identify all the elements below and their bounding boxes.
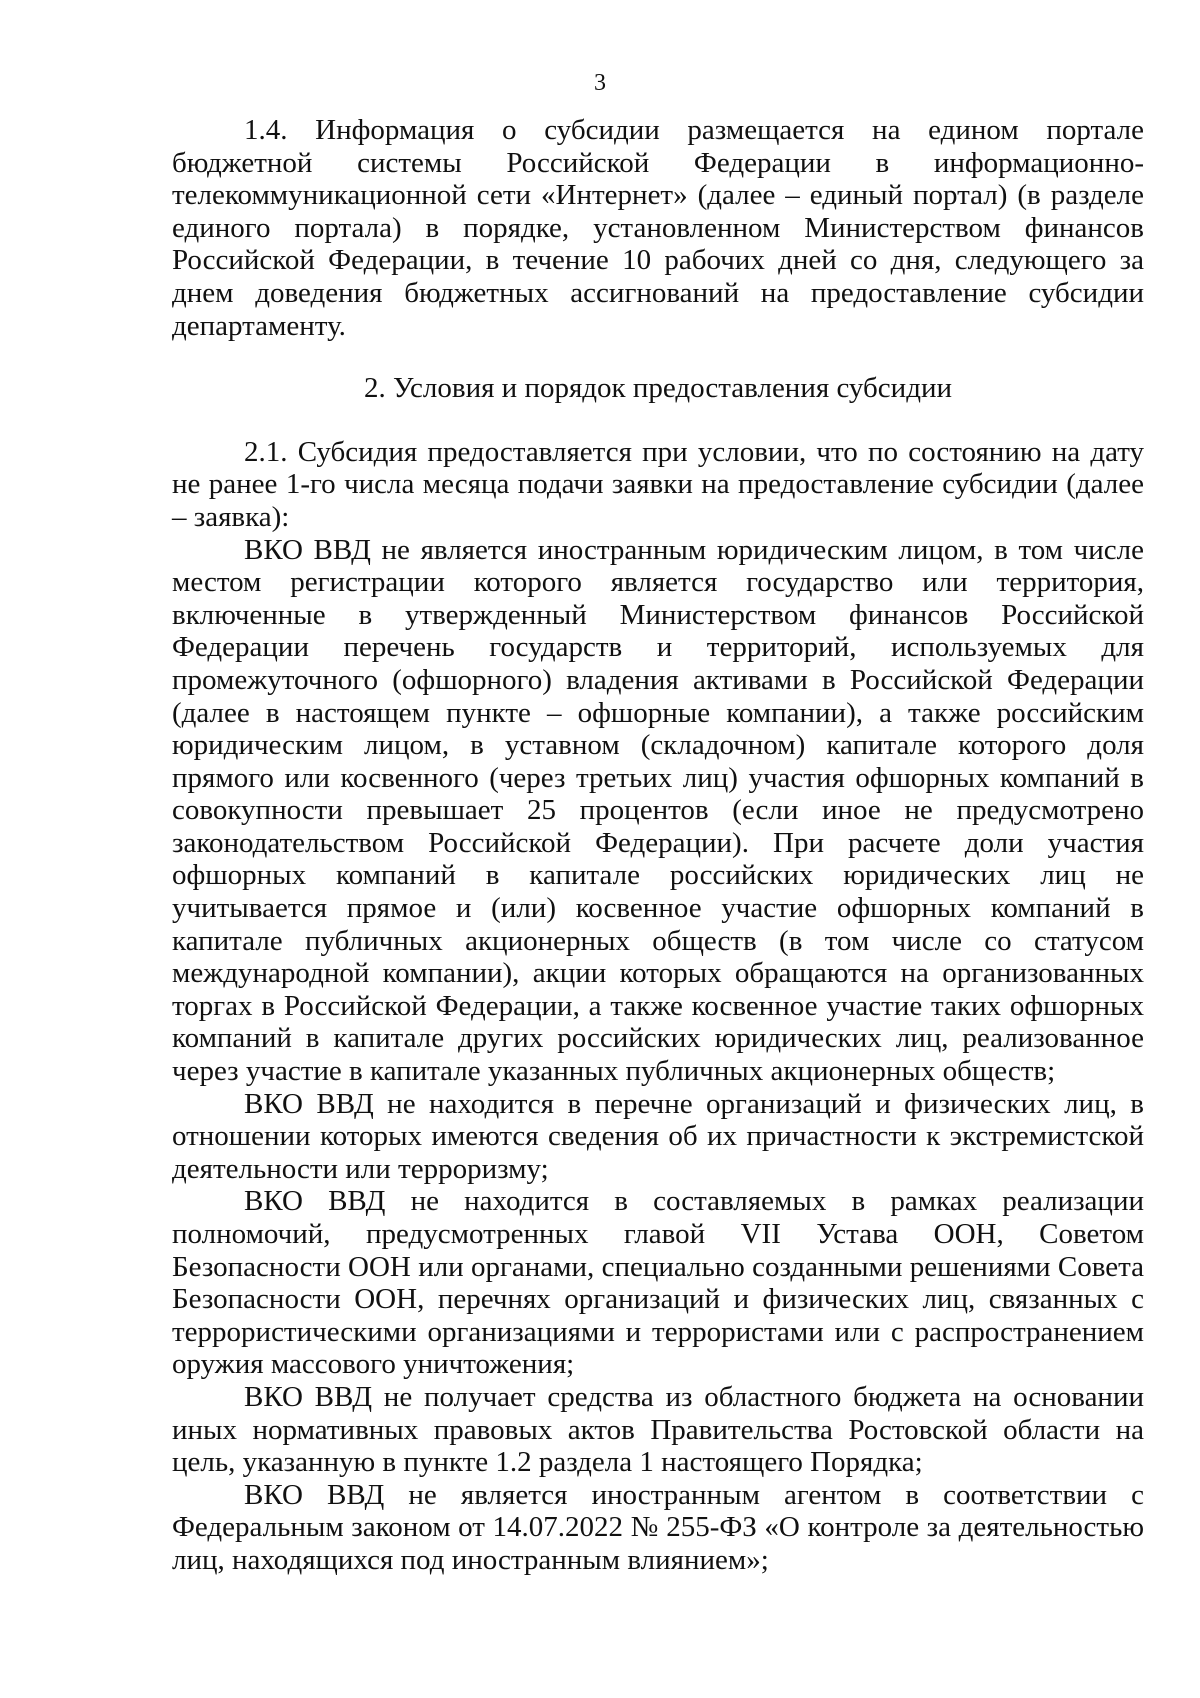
document-body (172, 114, 1144, 1577)
paragraph-1-4: 1.4. Информация о субсидии размещается на едином портале бюджетной системы Российской Федерации в информационно-телекоммуникационной сети «Интернет» (далее – единый портал) (в разделе единого портала) в порядке, установленном Министерством финансов Российской Федерации, в течение 10 рабочих дней со дня, следующего за днем доведения бюджетных ассигнований на предоставление субсидии департаменту. (172, 114, 1144, 342)
section-2-heading: 2. Условия и порядок предоставления субсидии (363, 372, 952, 405)
condition-foreign-agent-paragraph: ВКО ВВД не является иностранным агентом в соответствии с Федеральным законом от 14.07.2022 № 255-ФЗ «О контроле за деятельностью лиц, находящихся под иностранным влиянием»; (172, 1478, 1144, 1576)
condition-offshore-paragraph: ВКО ВВД не является иностранным юридическим лицом, в том числе местом регистрации которого является государство или территория, включенные в утвержденный Министерством финансов Российской Федерации перечень государств и территорий, используемых для промежуточного (офшорного) владения активами в Российской Федерации (далее в настоящем пункте – офшорные компании), а также российским юридическим лицом, в уставном (складочном) капитале которого доля прямого или косвенного (через третьих лиц) участия офшорных компаний в совокупности превышает 25 процентов (если иное не предусмотрено законодательством Российской Федерации). При расчете доли участия офшорных компаний в капитале российских юридических лиц не учитывается прямое и (или) косвенное участие офшорных компаний в капитале публичных акционерных обществ (в том числе со статусом международной компании), акции которых обращаются на организованных торгах в Российской Федерации, а также косвенное участие таких офшорных компаний в капитале других российских юридических лиц, реализованное через участие в капитале указанных публичных акционерных обществ; (172, 533, 1144, 1088)
condition-extremism-paragraph: ВКО ВВД не находится в перечне организаций и физических лиц, в отношении которых имеются сведения об их причастности к экстремистской деятельности или терроризму; (172, 1087, 1144, 1185)
page-number: 3 (594, 70, 606, 96)
paragraph-2-1: 2.1. Субсидия предоставляется при условии, что по состоянию на дату не ранее 1-го числа месяца подачи заявки на предоставление субсидии (далее – заявка): (172, 435, 1144, 533)
condition-un-sanctions-paragraph: ВКО ВВД не находится в составляемых в рамках реализации полномочий, предусмотренных главой VII Устава ООН, Советом Безопасности ООН или органами, специально созданными решениями Совета Безопасности ООН, перечнях организаций и физических лиц, связанных с террористическими организациями и террористами или с распространением оружия массового уничтожения; (172, 1185, 1144, 1381)
condition-budget-paragraph: ВКО ВВД не получает средства из областного бюджета на основании иных нормативных правовых актов Правительства Ростовской области на цель, указанную в пункте 1.2 раздела 1 настоящего Порядка; (172, 1380, 1144, 1479)
